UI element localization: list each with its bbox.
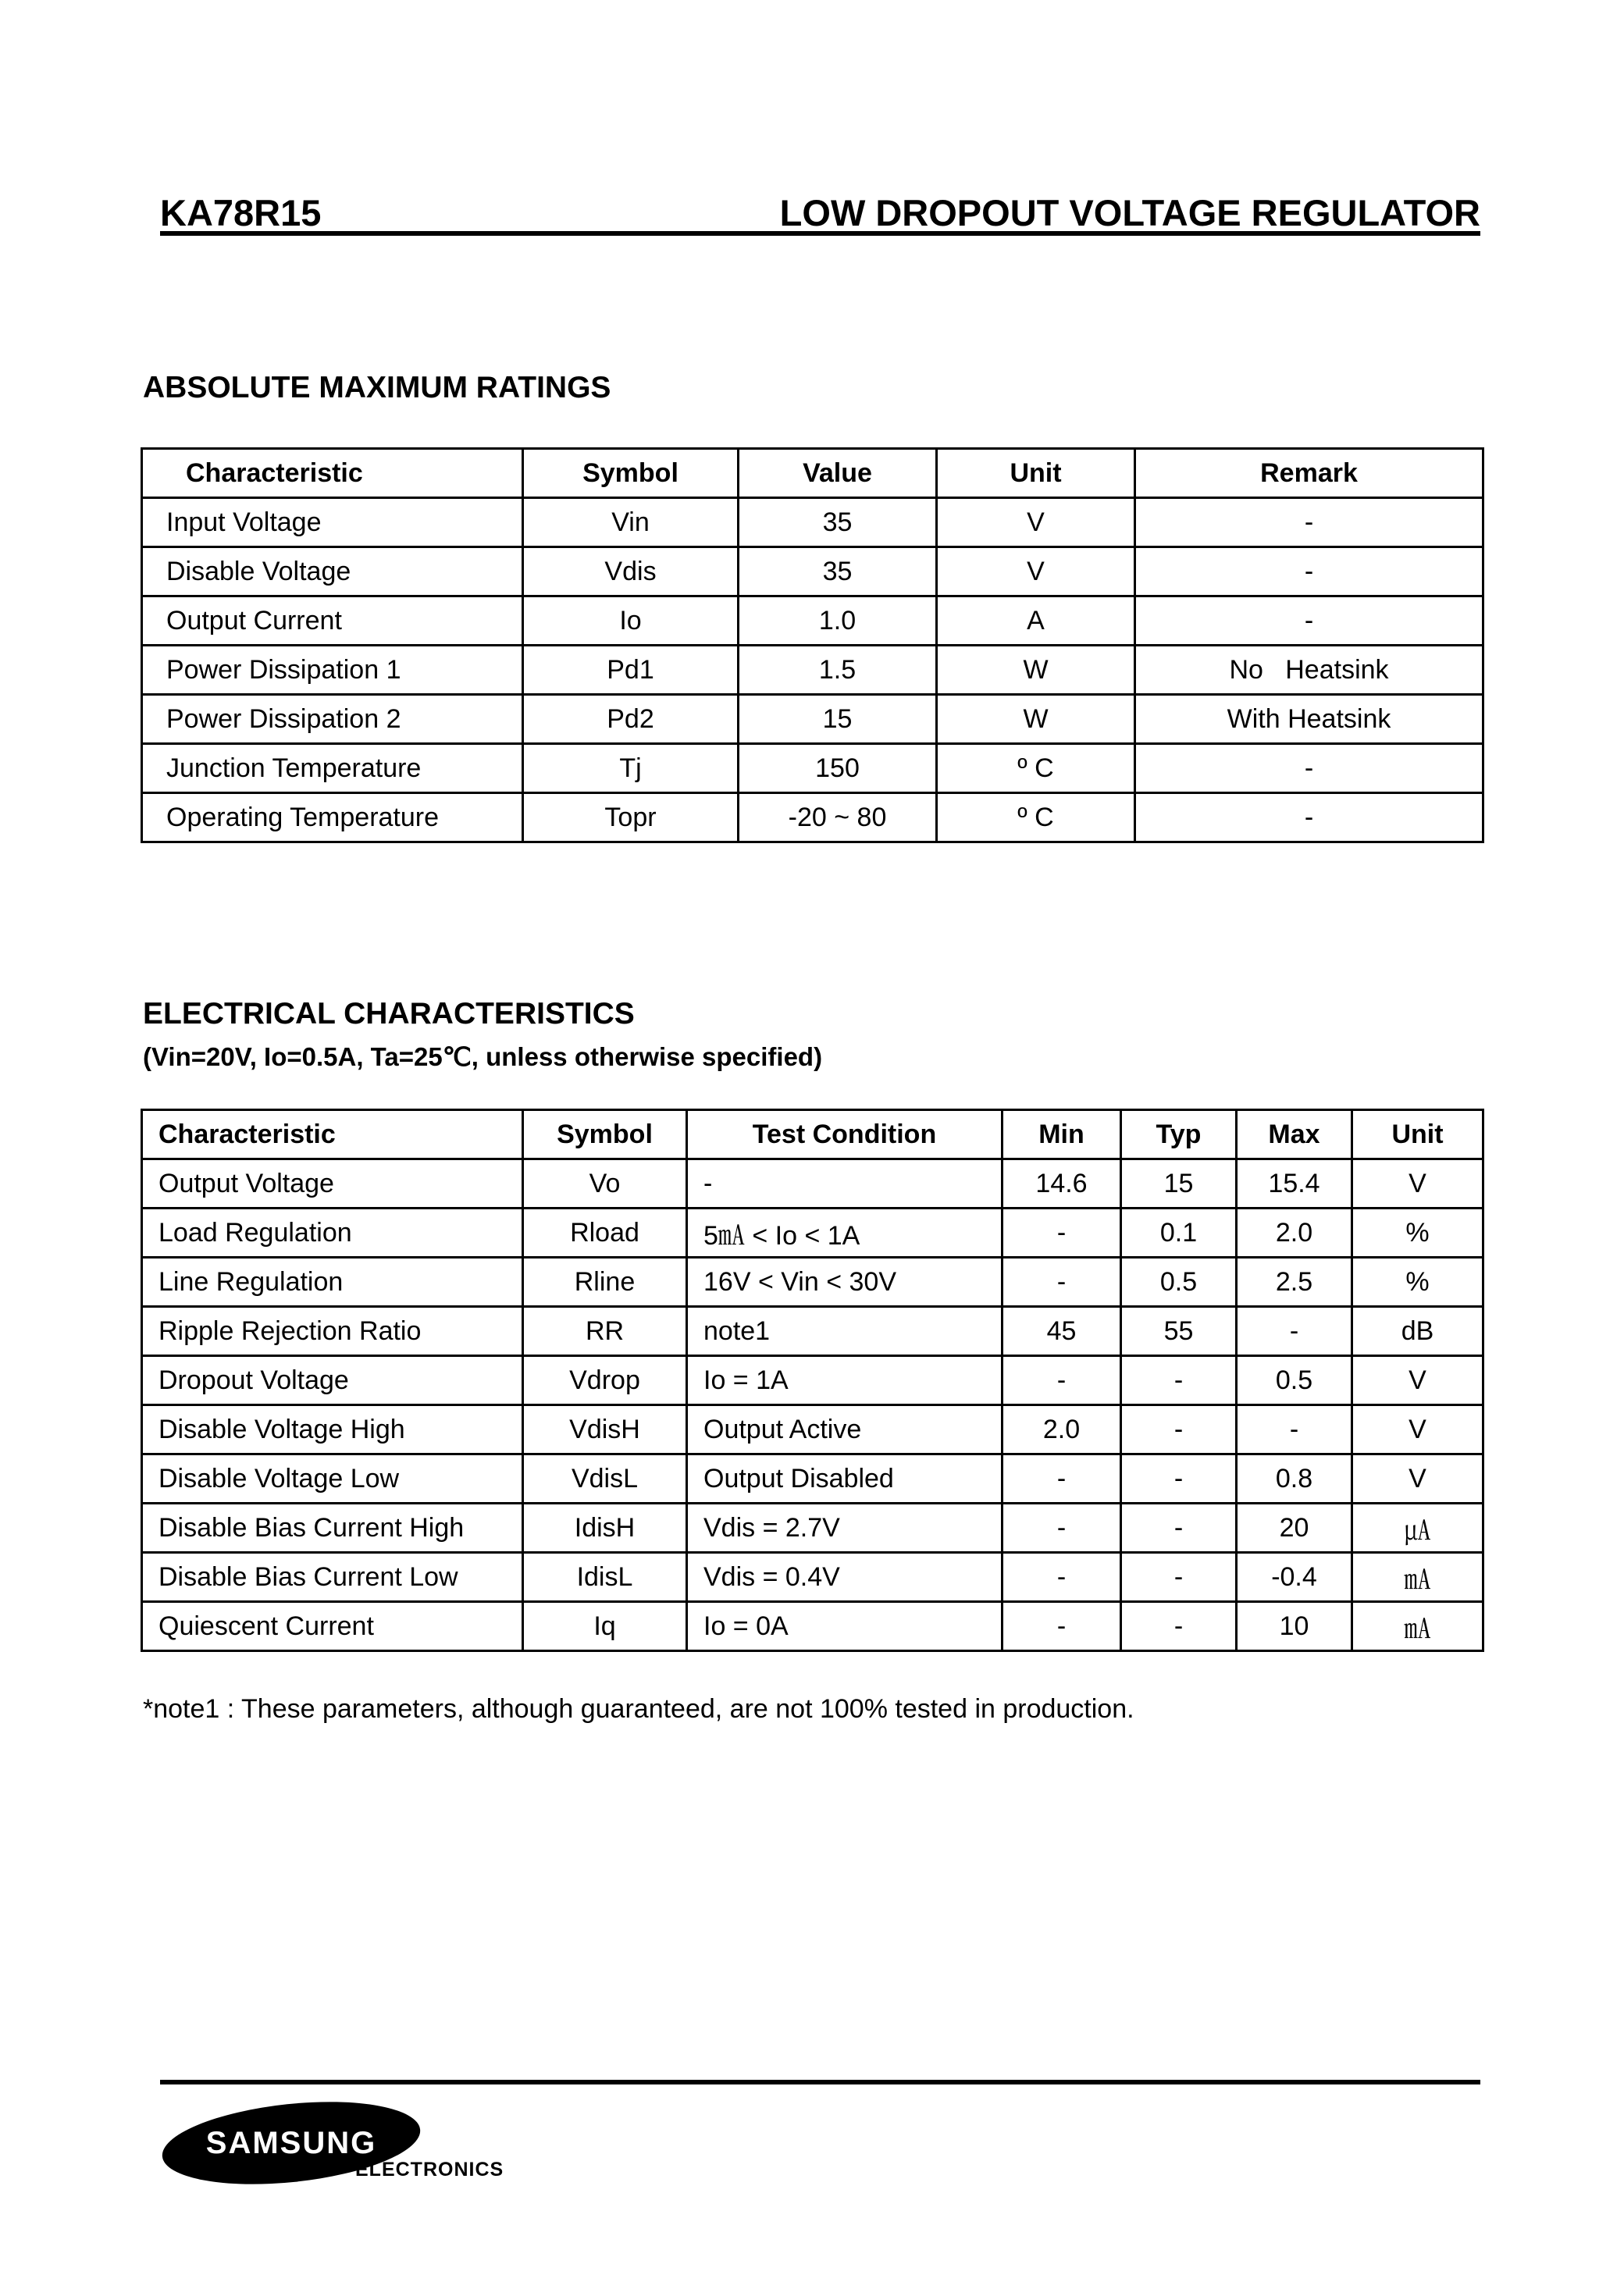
cell: 1.0 xyxy=(739,596,937,646)
cell: - xyxy=(1003,1356,1121,1405)
cell: º C xyxy=(937,793,1135,842)
cell: VdisH xyxy=(523,1405,687,1454)
cell: - xyxy=(1135,596,1483,646)
table-row xyxy=(142,1159,1483,1209)
cell: Pd2 xyxy=(523,695,739,744)
cell: - xyxy=(1121,1405,1237,1454)
table-header-row xyxy=(142,449,1483,498)
cell: 0.8 xyxy=(1237,1454,1352,1504)
cell: Pd1 xyxy=(523,646,739,695)
table-row xyxy=(142,1356,1483,1405)
cell: 35 xyxy=(739,547,937,596)
header-cell: Remark xyxy=(1135,449,1483,498)
cell: - xyxy=(1003,1454,1121,1504)
cell: Operating Temperature xyxy=(142,793,523,842)
cell: - xyxy=(1121,1454,1237,1504)
table-row xyxy=(142,744,1483,793)
cell: - xyxy=(1121,1602,1237,1651)
cell: Quiescent Current xyxy=(142,1602,523,1651)
table-row xyxy=(142,793,1483,842)
header-cell: Max xyxy=(1237,1110,1352,1159)
cell: ㎃ xyxy=(1352,1553,1483,1602)
cell: Power Dissipation 1 xyxy=(142,646,523,695)
cell: % xyxy=(1352,1209,1483,1258)
table-row xyxy=(142,1504,1483,1553)
cell: With Heatsink xyxy=(1135,695,1483,744)
cell: Junction Temperature xyxy=(142,744,523,793)
cell: - xyxy=(1003,1504,1121,1553)
cell: ㎂ xyxy=(1352,1504,1483,1553)
cell: Vdis = 0.4V xyxy=(687,1553,1003,1602)
cell: 1.5 xyxy=(739,646,937,695)
document-title: LOW DROPOUT VOLTAGE REGULATOR xyxy=(779,192,1480,233)
cell: Rline xyxy=(523,1258,687,1307)
cell: Iq xyxy=(523,1602,687,1651)
cell: V xyxy=(1352,1405,1483,1454)
cell: - xyxy=(687,1159,1003,1209)
logo-text: SAMSUNG xyxy=(205,2126,377,2160)
cell: Vdrop xyxy=(523,1356,687,1405)
cell: 15 xyxy=(739,695,937,744)
cell: Vdis xyxy=(523,547,739,596)
cell: Line Regulation xyxy=(142,1258,523,1307)
cell: 15.4 xyxy=(1237,1159,1352,1209)
cell: 150 xyxy=(739,744,937,793)
table-row xyxy=(142,695,1483,744)
cell: V xyxy=(1352,1356,1483,1405)
cell: 5㎃ < Io < 1A xyxy=(687,1209,1003,1258)
cell: Io xyxy=(523,596,739,646)
cell: IdisH xyxy=(523,1504,687,1553)
cell: 10 xyxy=(1237,1602,1352,1651)
cell: Load Regulation xyxy=(142,1209,523,1258)
cell: Output Current xyxy=(142,596,523,646)
cell: No Heatsink xyxy=(1135,646,1483,695)
cell: - xyxy=(1003,1553,1121,1602)
cell: 0.1 xyxy=(1121,1209,1237,1258)
cell: V xyxy=(1352,1454,1483,1504)
table-row xyxy=(142,547,1483,596)
cell: - xyxy=(1003,1258,1121,1307)
cell: 45 xyxy=(1003,1307,1121,1356)
cell: Disable Bias Current High xyxy=(142,1504,523,1553)
table-row xyxy=(142,1553,1483,1602)
cell: - xyxy=(1135,793,1483,842)
header-cell: Symbol xyxy=(523,449,739,498)
header-cell: Unit xyxy=(937,449,1135,498)
cell: - xyxy=(1121,1504,1237,1553)
cell: 2.0 xyxy=(1003,1405,1121,1454)
cell: Output Voltage xyxy=(142,1159,523,1209)
cell: Input Voltage xyxy=(142,498,523,547)
cell: Output Active xyxy=(687,1405,1003,1454)
cell: Vdis = 2.7V xyxy=(687,1504,1003,1553)
cell: Rload xyxy=(523,1209,687,1258)
part-number: KA78R15 xyxy=(160,192,322,233)
cell: Disable Voltage Low xyxy=(142,1454,523,1504)
table-row xyxy=(142,1454,1483,1504)
cell: º C xyxy=(937,744,1135,793)
cell: - xyxy=(1237,1405,1352,1454)
cell: - xyxy=(1121,1553,1237,1602)
cell: Topr xyxy=(523,793,739,842)
table-row xyxy=(142,1307,1483,1356)
cell: dB xyxy=(1352,1307,1483,1356)
elec-title: ELECTRICAL CHARACTERISTICS xyxy=(143,997,635,1031)
cell: - xyxy=(1003,1209,1121,1258)
cell: Power Dissipation 2 xyxy=(142,695,523,744)
cell: Disable Voltage xyxy=(142,547,523,596)
header-cell: Typ xyxy=(1121,1110,1237,1159)
elec-table-body xyxy=(142,1159,1483,1651)
cell: Output Disabled xyxy=(687,1454,1003,1504)
cell: Dropout Voltage xyxy=(142,1356,523,1405)
cell: Vin xyxy=(523,498,739,547)
header-cell: Characteristic xyxy=(142,449,523,498)
cell: RR xyxy=(523,1307,687,1356)
cell: - xyxy=(1003,1602,1121,1651)
cell: W xyxy=(937,695,1135,744)
footnote: *note1 : These parameters, although guaranteed, are not 100% tested in production. xyxy=(143,1694,1134,1724)
cell: 2.5 xyxy=(1237,1258,1352,1307)
cell: W xyxy=(937,646,1135,695)
cell: 2.0 xyxy=(1237,1209,1352,1258)
cell: - xyxy=(1237,1307,1352,1356)
elec-table xyxy=(141,1109,1484,1652)
cell: % xyxy=(1352,1258,1483,1307)
cell: 0.5 xyxy=(1237,1356,1352,1405)
cell: 14.6 xyxy=(1003,1159,1121,1209)
cell: VdisL xyxy=(523,1454,687,1504)
header-cell: Characteristic xyxy=(142,1110,523,1159)
cell: - xyxy=(1121,1356,1237,1405)
header-rule xyxy=(160,231,1480,236)
footer-rule xyxy=(160,2080,1480,2084)
cell: A xyxy=(937,596,1135,646)
header-cell: Symbol xyxy=(523,1110,687,1159)
cell: -20 ~ 80 xyxy=(739,793,937,842)
table-row xyxy=(142,596,1483,646)
cell: - xyxy=(1135,498,1483,547)
header-cell: Test Condition xyxy=(687,1110,1003,1159)
header-cell: Unit xyxy=(1352,1110,1483,1159)
cell: 55 xyxy=(1121,1307,1237,1356)
cell: - xyxy=(1135,547,1483,596)
header-cell: Min xyxy=(1003,1110,1121,1159)
cell: V xyxy=(937,547,1135,596)
cell: Disable Bias Current Low xyxy=(142,1553,523,1602)
cell: 35 xyxy=(739,498,937,547)
cell: Io = 1A xyxy=(687,1356,1003,1405)
cell: 0.5 xyxy=(1121,1258,1237,1307)
table-row xyxy=(142,646,1483,695)
table-row xyxy=(142,498,1483,547)
cell: 15 xyxy=(1121,1159,1237,1209)
cell: ㎃ xyxy=(1352,1602,1483,1651)
cell: Disable Voltage High xyxy=(142,1405,523,1454)
abs-max-table xyxy=(141,447,1484,843)
cell: 20 xyxy=(1237,1504,1352,1553)
elec-subtitle: (Vin=20V, Io=0.5A, Ta=25℃, unless otherwise specified) xyxy=(143,1042,823,1071)
table-row xyxy=(142,1405,1483,1454)
cell: V xyxy=(937,498,1135,547)
cell: Tj xyxy=(523,744,739,793)
cell: Vo xyxy=(523,1159,687,1209)
cell: - xyxy=(1135,744,1483,793)
logo-subtext: ELECTRONICS xyxy=(355,2159,504,2181)
table-header-row xyxy=(142,1110,1483,1159)
cell: -0.4 xyxy=(1237,1553,1352,1602)
cell: 16V < Vin < 30V xyxy=(687,1258,1003,1307)
table-row xyxy=(142,1602,1483,1651)
cell: note1 xyxy=(687,1307,1003,1356)
table-row xyxy=(142,1258,1483,1307)
cell: Ripple Rejection Ratio xyxy=(142,1307,523,1356)
header-cell: Value xyxy=(739,449,937,498)
cell: IdisL xyxy=(523,1553,687,1602)
table-row xyxy=(142,1209,1483,1258)
cell: Io = 0A xyxy=(687,1602,1003,1651)
abs-max-title: ABSOLUTE MAXIMUM RATINGS xyxy=(143,371,611,404)
cell: V xyxy=(1352,1159,1483,1209)
